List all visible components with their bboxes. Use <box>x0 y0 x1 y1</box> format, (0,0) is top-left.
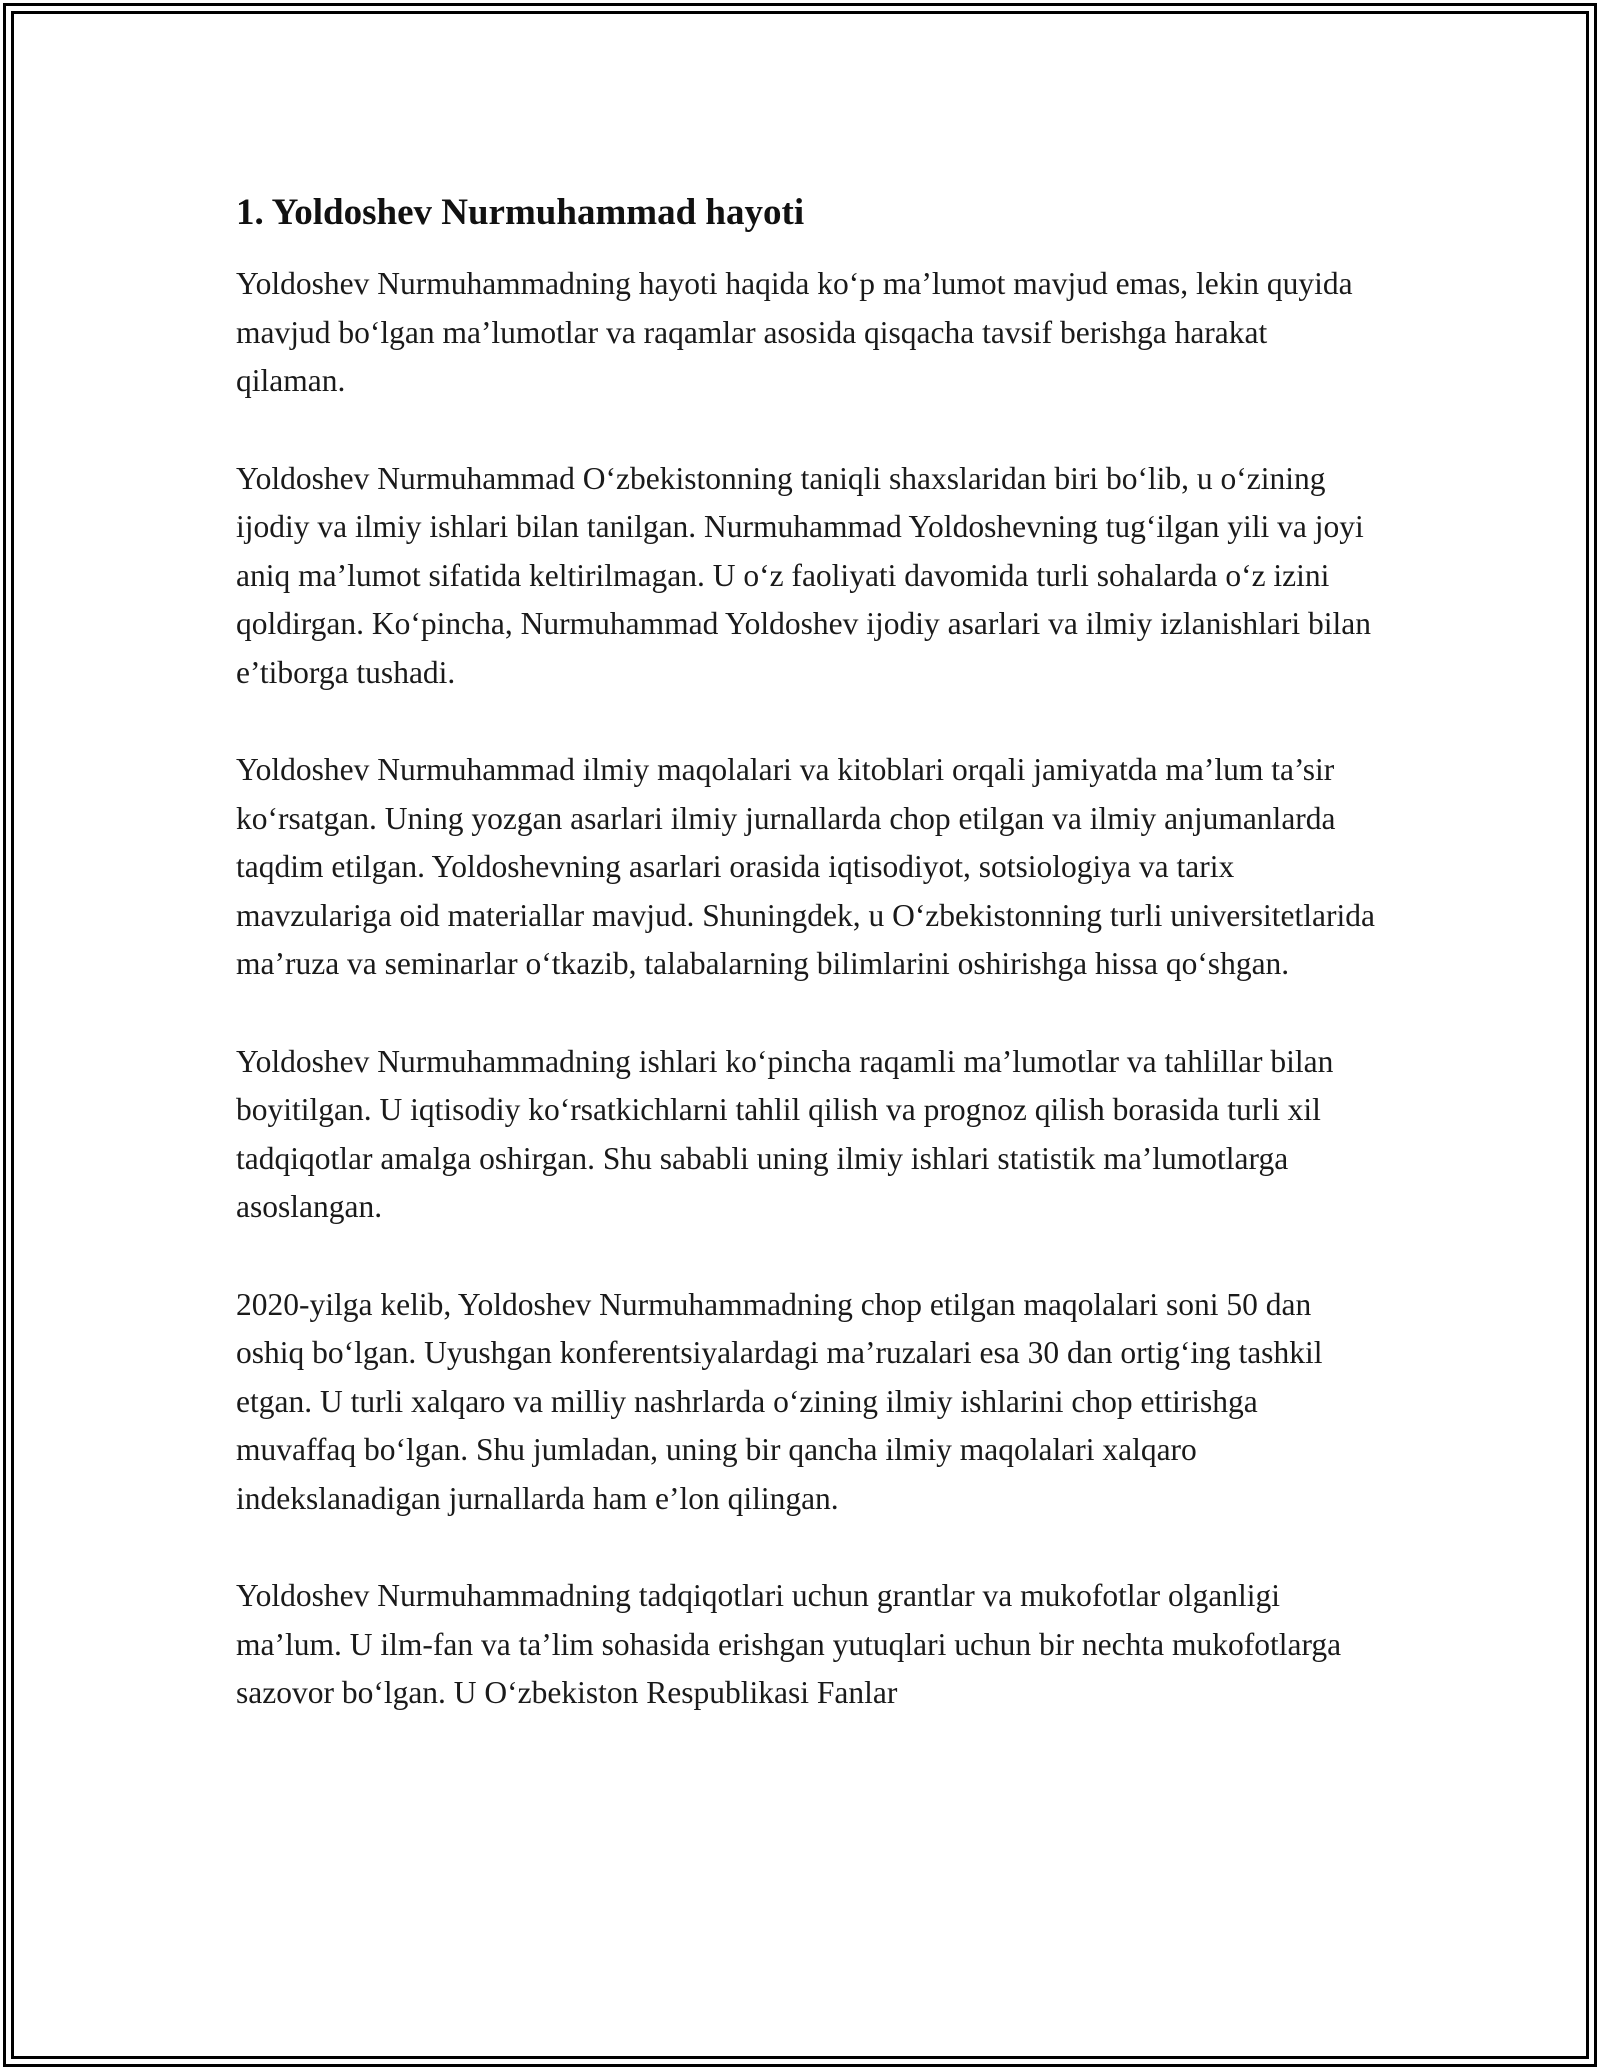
paragraph-research-methods: Yoldoshev Nurmuhammadning ishlari ko‘pincha raqamli ma’lumotlar va tahlillar bilan boyitilgan. U iqtisodiy ko‘rsatkichlarni tahlil qilish va prognoz qilish borasida turli xil tadqiqotlar amalga oshirgan. Shu sababli uning ilmiy ishlari statistik ma’lumotlarga asoslangan. <box>236 1043 1334 1224</box>
paragraph-biography: Yoldoshev Nurmuhammad O‘zbekistonning taniqli shaxslaridan biri bo‘lib, u o‘zining ijodiy va ilmiy ishlari bilan tanilgan. Nurmuhammad Yoldoshevning tug‘ilgan yili va joyi aniq ma’lumot sifatida keltirilmagan. U o‘z faoliyati davomida turli sohalarda o‘z izini qoldirgan. Ko‘pincha, Nurmuhammad Yoldoshev ijodiy asarlari va ilmiy izlanishlari bilan e’tiborga tushadi. <box>236 460 1371 690</box>
section-heading: 1. Yoldoshev Nurmuhammad hayoti <box>236 192 805 233</box>
paragraph-publications: Yoldoshev Nurmuhammad ilmiy maqolalari va kitoblari orqali jamiyatda ma’lum ta’sir ko‘rsatgan. Uning yozgan asarlari ilmiy jurnallarda chop etilgan va ilmiy anjumanlarda taqdim etilgan. Yoldoshevning asarlari orasida iqtisodiyot, sotsiologiya va tarix mavzulariga oid materiallar mavjud. Shuningdek, u O‘zbekistonning turli universitetlarida ma’ruza va seminarlar o‘tkazib, talabalarning bilimlarini oshirishga hissa qo‘shgan. <box>236 752 1375 981</box>
paragraph-intro: Yoldoshev Nurmuhammadning hayoti haqida ko‘p ma’lumot mavjud emas, lekin quyida mavjud bo‘lgan ma’lumotlar va raqamlar asosida qisqacha tavsif berishga harakat qilaman. <box>236 266 1353 398</box>
paragraph-awards: Yoldoshev Nurmuhammadning tadqiqotlari uchun grantlar va mukofotlar olganligi ma’lum. U ilm-fan va ta’lim sohasida erishgan yutuqlari uchun bir nechta mukofotlarga sazovor bo‘lgan. U O‘zbekiston Respublikasi Fanlar <box>236 1578 1342 1710</box>
paragraph-statistics: 2020-yilga kelib, Yoldoshev Nurmuhammadning chop etilgan maqolalari soni 50 dan oshiq bo‘lgan. Uyushgan konferentsiyalardagi ma’ruzalari esa 30 dan ortig‘ing tashkil etgan. U turli xalqaro va milliy nashrlarda o‘zining ilmiy ishlarini chop ettirishga muvaffaq bo‘lgan. Shu jumladan, uning bir qancha ilmiy maqolalari xalqaro indekslanadigan jurnallarda ham e’lon qilingan. <box>236 1286 1323 1516</box>
document-body <box>236 186 1376 1767</box>
